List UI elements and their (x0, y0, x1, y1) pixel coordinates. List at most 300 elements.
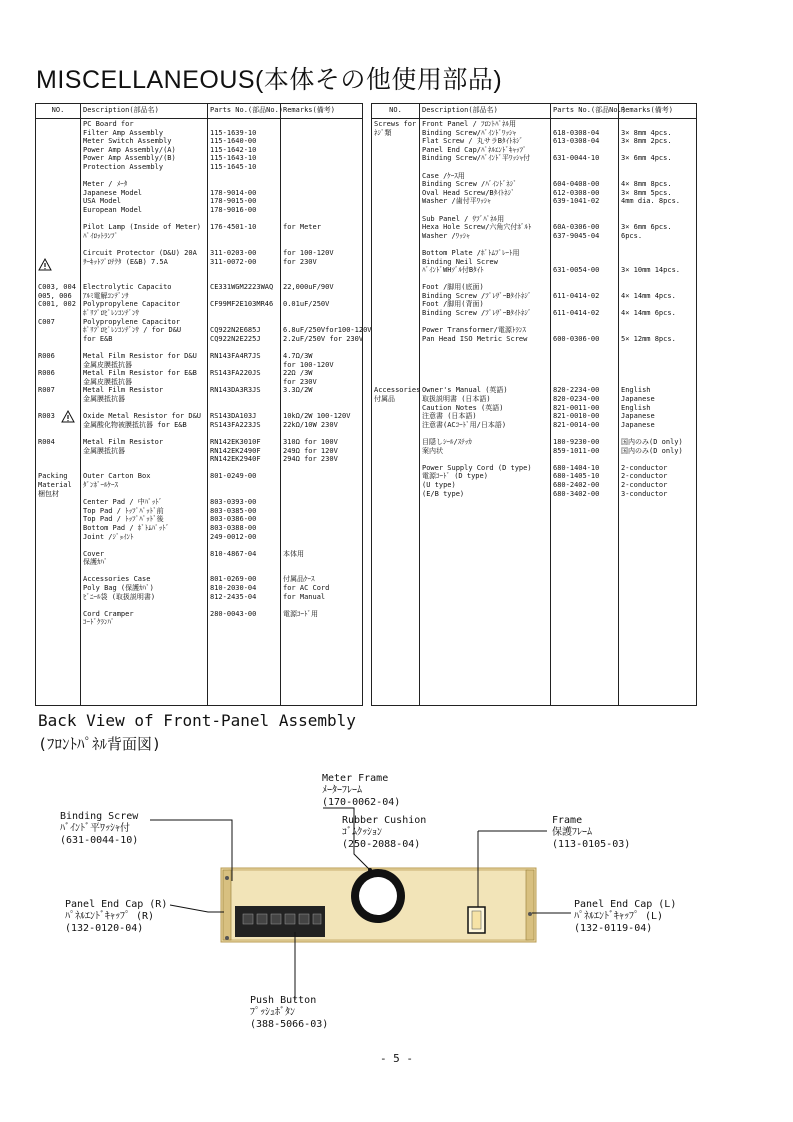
table-cell-line: 803-0388-00 (210, 523, 257, 532)
table-cell-line (283, 395, 360, 404)
table-cell-line: Electrolytic Capacito (83, 283, 172, 292)
table-cell-line (283, 172, 360, 181)
table-cell-line: 115-1639-10 (210, 128, 257, 137)
table-cell-line (83, 404, 205, 413)
table-cell-line: ﾎﾟﾘﾌﾟﾛﾋﾟﾚﾝｺﾝﾃﾞﾝｻ (83, 309, 139, 318)
table-cell-line: Packing (38, 472, 68, 481)
table-cell-line (210, 490, 278, 499)
table-cell-line (374, 318, 417, 327)
table-cell-line: Top Pad / ﾄｯﾌﾟﾊﾟｯﾄﾞ前 (83, 506, 164, 515)
table-cell-line (553, 429, 616, 438)
table-cell-line: 637-9045-04 (553, 231, 600, 240)
table-cell-line: 保護ｶﾊﾞ (83, 558, 108, 567)
table-cell-line (422, 318, 548, 327)
warning-triangle-icon (38, 258, 52, 271)
description-column (420, 119, 551, 706)
table-cell-line: 2.2uF/250V for 230V (283, 334, 364, 343)
table-cell-line: 4mm dia. 8pcs. (621, 197, 681, 206)
table-cell-line (374, 249, 417, 258)
table-cell-line: 821-0011-00 (553, 403, 600, 412)
callout-binding-screw: Binding Screw ﾊﾞｲﾝﾄﾞ平ﾜｯｼｬ付 (631-0044-10) (60, 811, 139, 846)
remarks-column (619, 119, 697, 706)
table-cell-line: R006 (38, 352, 55, 361)
table-cell-line: 600-0306-00 (553, 334, 600, 343)
table-cell-line (374, 335, 417, 344)
table-cell-line: Center Pad / 中ﾊﾟｯﾄﾞ (83, 498, 163, 507)
table-cell-line (283, 481, 360, 490)
table-cell-line: 820-0234-00 (553, 395, 600, 403)
table-cell-line: ﾊﾞｲﾝﾄﾞWHｿﾞﾙ付Bﾀｲﾄ (422, 266, 484, 275)
table-cell-line (38, 172, 78, 181)
table-cell-line (210, 275, 278, 284)
table-cell-line (38, 378, 78, 387)
table-cell-line: R006 (38, 369, 55, 378)
table-cell-line: 803-0393-00 (210, 498, 257, 507)
table-cell-line (38, 215, 78, 224)
table-cell-line: 178-9016-00 (210, 205, 257, 214)
page-number: - 5 - (379, 1052, 414, 1065)
table-cell-line (374, 369, 417, 378)
table-cell-line: RN142EK3010F (210, 437, 261, 446)
table-cell-line: Japanese (621, 412, 655, 421)
table-cell-line (210, 343, 278, 352)
table-cell-line: 4.7Ω/3W (283, 352, 313, 361)
table-cell-line (83, 464, 205, 473)
table-cell-line: Power Supply Cord (D type) (422, 463, 532, 472)
table-cell-line (553, 318, 616, 327)
table-cell-line: Meter / ﾒｰﾀ (83, 180, 128, 189)
table-cell-line: Sub Panel / ｻﾌﾞﾊﾟﾈﾙ用 (422, 214, 505, 223)
table-cell-line (621, 146, 694, 155)
table-cell-line (283, 343, 360, 352)
table-cell-line: Accessories (374, 386, 421, 395)
table-cell-line: for Manual (283, 592, 326, 601)
table-cell-line (422, 343, 548, 352)
table-cell-line (283, 490, 360, 499)
table-cell-line (422, 163, 548, 172)
table-cell-line: ﾈｼﾞ類 (374, 128, 392, 137)
table-cell-line (553, 206, 616, 215)
table-cell-line: Japanese Model (83, 188, 143, 197)
column-header-parts-no: Parts No.(部品No.) (208, 104, 281, 119)
table-cell-line: 115-1642-10 (210, 145, 257, 154)
table-cell-line (283, 601, 360, 610)
column-header-remarks: Remarks(備考) (619, 104, 697, 119)
table-cell-line (83, 343, 205, 352)
table-cell-line: Foot /脚用(底面) (422, 283, 484, 292)
table-cell-line: 金属膜抵抗器 (83, 446, 125, 455)
table-cell-line: 5× 12mm 8pcs. (621, 334, 676, 343)
table-cell-line (553, 172, 616, 181)
warning-triangle-icon (61, 410, 75, 423)
table-cell-line (210, 481, 278, 490)
table-cell-line: 4× 8mm 8pcs. (621, 180, 672, 189)
table-cell-line (283, 515, 360, 524)
callout-meter-frame: Meter Frame ﾒｰﾀｰﾌﾚｰﾑ (170-0062-04) (322, 773, 401, 808)
table-cell-line (374, 258, 417, 267)
table-cell-line: for AC Cord (283, 584, 330, 593)
table-cell-line: RN143FA4R7JS (210, 352, 261, 361)
right-remarks-list (621, 120, 694, 498)
callout-panel-end-cap-l: Panel End Cap (L) ﾊﾟﾈﾙｴﾝﾄﾞｷｬｯﾌﾟ (L) (132-0119-04) (574, 899, 677, 934)
table-cell-line: Binding Screw /ﾌﾟﾚｻﾞｰBﾀｲﾄﾈｼﾞ (422, 309, 532, 318)
table-cell-line (422, 455, 548, 464)
table-cell-line: 金属膜抵抗器 (83, 395, 125, 403)
table-cell-line: 294Ω for 230V (283, 455, 338, 464)
table-cell-line (374, 180, 417, 189)
table-cell-line: Binding Screw/ﾊﾞｲﾝﾄﾞﾜｯｼｬ (422, 128, 517, 137)
table-cell-line (38, 429, 78, 438)
table-cell-line (283, 275, 360, 284)
remarks-column (281, 119, 372, 706)
column-header-parts-no: Parts No.(部品No.) (551, 104, 619, 119)
table-cell-line: PC Board for (83, 120, 134, 128)
table-cell-line: 付属品 (374, 395, 395, 403)
table-cell-line: Material (38, 480, 72, 489)
table-cell-line (38, 137, 78, 146)
binding-screw-bottom (225, 936, 229, 940)
parts-table-right (371, 103, 697, 706)
table-cell-line (283, 533, 360, 542)
table-cell-line (374, 361, 417, 370)
table-cell-line: Hexa Hole Screw/六角穴付ﾎﾞﾙﾄ (422, 223, 532, 232)
table-cell-line: Bottom Plate /ﾎﾞﾄﾑﾌﾟﾚｰﾄ用 (422, 248, 520, 257)
table-cell-line: 取扱説明書 (日本語) (422, 395, 491, 403)
table-cell-line: 812-2435-04 (210, 592, 257, 601)
table-cell-line (83, 490, 205, 499)
table-cell-line (553, 249, 616, 258)
table-cell-line (283, 240, 360, 249)
table-cell-line: 10kΩ/2W 100-120V (283, 412, 351, 421)
callout-panel-end-cap-r: Panel End Cap (R) ﾊﾟﾈﾙｴﾝﾄﾞｷｬｯﾌﾟ (R) (132-0120-04) (65, 899, 168, 934)
table-cell-line (210, 318, 278, 327)
table-cell-line (283, 189, 360, 198)
table-cell-line (621, 172, 694, 181)
table-cell-line (283, 524, 360, 533)
table-cell-line: 178-9014-00 (210, 188, 257, 197)
table-cell-line (422, 369, 548, 378)
table-cell-line: 115-1640-00 (210, 137, 257, 146)
table-cell-line (283, 129, 360, 138)
table-cell-line (38, 232, 78, 241)
table-cell-line: 821-0010-00 (553, 412, 600, 421)
back-view-title: Back View of Front-Panel Assembly (38, 711, 356, 730)
table-cell-line (210, 120, 278, 129)
table-cell-line: for E&B (83, 334, 113, 343)
table-cell-line (83, 429, 205, 438)
table-cell-line (422, 206, 548, 215)
table-cell-line (553, 275, 616, 284)
table-cell-line (210, 541, 278, 550)
callout-rubber-cushion: Rubber Cushion ｺﾞﾑｸｯｼｮﾝ (250-2088-04) (342, 815, 427, 850)
table-cell-line: Metal Film Resistor (83, 386, 164, 395)
table-cell-line: 60A-0306-00 (553, 223, 600, 232)
table-cell-line: RS143FA223JS (210, 420, 261, 429)
table-cell-line: 115-1643-10 (210, 154, 257, 163)
table-cell-line (38, 180, 78, 189)
table-cell-line: 金属皮膜抵抗器 (83, 377, 132, 386)
table-cell-line (374, 232, 417, 241)
table-cell-line: 金属酸化物被膜抵抗器 for E&B (83, 420, 187, 429)
table-cell-line (621, 429, 694, 438)
table-cell-line (38, 464, 78, 473)
table-cell-line (83, 455, 205, 464)
table-cell-line: C007 (38, 317, 55, 326)
table-cell-line: 280-0043-00 (210, 609, 257, 618)
table-cell-line (621, 326, 694, 335)
table-cell-line (621, 249, 694, 258)
table-cell-line (38, 447, 78, 456)
table-cell-line (210, 172, 278, 181)
table-cell-line: 2-conductor (621, 463, 668, 472)
table-cell-line (38, 249, 78, 258)
table-cell-line: Pan Head ISO Metric Screw (422, 334, 528, 343)
table-cell-line: Top Pad / ﾄｯﾌﾟﾊﾟｯﾄﾞ後 (83, 515, 164, 524)
table-cell-line: Japanese (621, 395, 655, 403)
table-cell-line: 311-0072-00 (210, 257, 257, 266)
panel-end-cap-l (526, 870, 534, 940)
table-cell-line (210, 180, 278, 189)
table-cell-line (374, 283, 417, 292)
table-cell-line (210, 266, 278, 275)
table-cell-line: CQ922N2E225J (210, 334, 261, 343)
table-cell-line (374, 300, 417, 309)
column-header-no: NO. (36, 104, 81, 119)
callout-frame: Frame 保護ﾌﾚｰﾑ (113-0105-03) (552, 815, 631, 850)
table-cell-line (374, 240, 417, 249)
table-cell-line (38, 361, 78, 370)
table-cell-line: USA Model (83, 197, 121, 206)
column-header-remarks: Remarks(備考) (281, 104, 363, 119)
right-desc-list (422, 120, 548, 498)
table-cell-line (553, 258, 616, 267)
table-cell-line: 3× 8mm 2pcs. (621, 137, 672, 146)
table-cell-line: (U type) (422, 480, 456, 489)
table-cell-line: 3.3Ω/2W (283, 386, 313, 395)
page-title: MISCELLANEOUS(本体その他使用部品) (36, 66, 503, 94)
table-cell-line (210, 215, 278, 224)
table-cell-line (283, 206, 360, 215)
table-cell-line: 梱包材 (38, 489, 59, 498)
panel-end-cap-r (223, 870, 231, 940)
parts-no-column (208, 119, 281, 706)
table-cell-line: 国内のみ(D only) (621, 446, 683, 455)
description-column (81, 119, 208, 706)
table-cell-line (553, 120, 616, 129)
table-cell-line (283, 464, 360, 473)
table-cell-line (553, 283, 616, 292)
table-cell-line: R007 (38, 386, 55, 395)
table-cell-line: Power Amp Assembly/(B) (83, 154, 176, 163)
table-cell-line: RN142EK2940F (210, 455, 261, 464)
table-cell-line (553, 240, 616, 249)
table-cell-line: CF99MF2E103MR46 (210, 300, 274, 309)
table-cell-line: Circuit Protector (D&U) 20A (83, 248, 197, 257)
table-cell-line (210, 292, 278, 301)
table-cell-line (621, 352, 694, 361)
table-cell-line (38, 335, 78, 344)
table-cell-line: European Model (83, 205, 143, 214)
table-cell-line: Binding Screw /ﾊﾞｲﾝﾄﾞﾈｼﾞ (422, 180, 517, 189)
table-cell-line: Cover (83, 549, 105, 558)
back-view-subtitle: (ﾌﾛﾝﾄﾊﾟﾈﾙ背面図) (38, 735, 162, 753)
table-cell-line: (E/B type) (422, 489, 465, 498)
table-cell-line: 3× 8mm 4pcs. (621, 128, 672, 137)
table-cell-line: CQ922N2E685J (210, 326, 261, 335)
table-cell-line: 801-0249-00 (210, 472, 257, 481)
table-cell-line: Pilot Lamp (Inside of Meter) (83, 223, 202, 232)
column-header-description: Description(部品名) (420, 104, 551, 119)
table-cell-line: Cord Cramper (83, 609, 134, 618)
table-cell-line (374, 215, 417, 224)
table-cell-line: 6.8uF/250Vfor100-120V (283, 326, 372, 335)
no-column (372, 119, 420, 706)
table-cell-line (621, 163, 694, 172)
table-cell-line (422, 352, 548, 361)
table-cell-line: 613-0308-04 (553, 137, 600, 146)
parts-table-left (35, 103, 372, 706)
table-cell-line (374, 154, 417, 163)
table-cell-line (374, 292, 417, 301)
left-parts-list (210, 120, 278, 618)
table-cell-line: 2-conductor (621, 480, 668, 489)
table-cell-line: Filter Amp Assembly (83, 128, 164, 137)
table-cell-line (283, 197, 360, 206)
table-cell-line: 0.01uF/250V (283, 300, 330, 309)
meter-hole (359, 877, 397, 915)
table-cell-line (38, 163, 78, 172)
table-cell-line: for Meter (283, 223, 321, 232)
table-cell-line: Accessories Case (83, 575, 151, 584)
table-cell-line (621, 455, 694, 464)
table-cell-line: 4× 14mm 4pcs. (621, 291, 676, 300)
table-cell-line: for 230V (283, 257, 317, 266)
table-cell-line: 付属品ｹｰｽ (283, 575, 315, 584)
table-cell-line (83, 275, 205, 284)
table-cell-line (210, 558, 278, 567)
table-cell-line (374, 163, 417, 172)
table-cell-line: 249Ω for 120V (283, 446, 338, 455)
table-cell-line: Binding Neil Screw (422, 257, 498, 266)
table-cell-line (374, 326, 417, 335)
table-cell-line (38, 326, 78, 335)
table-cell-line: Metal Film Resistor for D&U (83, 352, 197, 361)
table-cell-line: 国内のみ(D only) (621, 437, 683, 446)
table-cell-line (83, 601, 205, 610)
table-cell-line (621, 206, 694, 215)
table-cell-line (38, 309, 78, 318)
table-cell-line: RN143DA3R3JS (210, 386, 261, 395)
table-cell-line: Meter Switch Assembly (83, 137, 172, 146)
table-cell-line (374, 137, 417, 146)
table-cell-line: ｻｰｷｯﾄﾌﾟﾛﾃｸﾀ (E&B) 7.5A (83, 257, 168, 266)
table-cell-line (283, 146, 360, 155)
table-cell-line (83, 541, 205, 550)
table-cell-line (374, 275, 417, 284)
table-cell-line: Power Amp Assembly/(A) (83, 145, 176, 154)
table-cell-line: 680-3402-00 (553, 489, 600, 498)
table-cell-line: CE331WGM2223WAQ (210, 283, 274, 292)
table-cell-line (38, 206, 78, 215)
table-cell-line: Polypropylene Capacitor (83, 317, 180, 326)
table-cell-line: for 230V (283, 377, 317, 386)
table-cell-line (621, 215, 694, 224)
table-cell-line (83, 215, 205, 224)
table-cell-line: ﾀﾞﾝﾎﾞｰﾙｹｰｽ (83, 480, 118, 489)
table-cell-line: Foot /脚用(背面) (422, 300, 484, 309)
table-cell-line (374, 172, 417, 181)
table-cell-line (422, 429, 548, 438)
table-cell-line: 803-0385-00 (210, 506, 257, 515)
table-cell-line: 電源ｺｰﾄﾞ (D type) (422, 472, 488, 481)
table-cell-line (210, 240, 278, 249)
table-cell-line: Oval Head Screw/Bﾀｲﾄﾈｼﾞ (422, 188, 515, 197)
table-cell-line (374, 343, 417, 352)
table-cell-line (283, 318, 360, 327)
table-cell-line: 680-1405-10 (553, 472, 600, 481)
table-cell-line (621, 258, 694, 267)
table-cell-line (283, 163, 360, 172)
table-cell-line: Panel End Cap/ﾊﾟﾈﾙｴﾝﾄﾞｷｬｯﾌﾟ (422, 145, 527, 154)
right-no-list (374, 120, 421, 404)
table-cell-line: Oxide Metal Resistor for D&U (83, 412, 202, 421)
table-cell-line (210, 232, 278, 241)
table-cell-line: 611-0414-02 (553, 291, 600, 300)
table-cell-line (38, 223, 78, 232)
table-cell-line: 005, 006 (38, 291, 72, 300)
table-cell-line (374, 378, 417, 387)
table-cell-line: 680-1404-10 (553, 463, 600, 472)
table-cell-line: Joint /ｼﾞｮｲﾝﾄ (83, 532, 134, 541)
table-cell-line (38, 240, 78, 249)
table-cell-line (621, 283, 694, 292)
table-cell-line (83, 266, 205, 275)
table-cell-line (83, 172, 205, 181)
table-cell-line: 801-0269-00 (210, 575, 257, 584)
table-cell-line: Front Panel / ﾌﾛﾝﾄﾊﾟﾈﾙ用 (422, 120, 517, 128)
table-cell-line: 612-0308-00 (553, 188, 600, 197)
table-cell-line: C001, 002 (38, 300, 76, 309)
table-cell-line: 目隠しｼｰﾙ/ｽﾃｯｶ (422, 437, 472, 446)
table-cell-line: 3× 6mm 4pcs. (621, 154, 672, 163)
table-cell-line: 680-2402-00 (553, 480, 600, 489)
table-cell-line: for 100-120V (283, 360, 334, 369)
table-cell-line (374, 197, 417, 206)
table-cell-line (210, 567, 278, 576)
table-cell-line: ﾎﾟﾘﾌﾟﾛﾋﾟﾚﾝｺﾝﾃﾞﾝｻ / for D&U (83, 326, 182, 335)
table-cell-line (621, 300, 694, 309)
table-cell-line: Binding Screw /ﾌﾟﾚｻﾞｰBﾀｲﾄﾈｼﾞ (422, 291, 532, 300)
table-cell-line: Protection Assembly (83, 162, 164, 171)
table-cell-line (283, 120, 360, 129)
table-cell-line (374, 266, 417, 275)
left-desc-list (83, 120, 205, 627)
table-cell-line: ﾊﾟｲﾛｯﾄﾗﾝﾌﾟ (83, 231, 118, 240)
table-cell-line: 電源ｺｰﾄﾞ用 (283, 609, 318, 618)
table-cell-line (283, 507, 360, 516)
table-cell-line (38, 275, 78, 284)
table-cell-line: 3× 6mm 6pcs. (621, 223, 672, 232)
table-cell-line (621, 275, 694, 284)
table-cell-line: 4× 14mm 6pcs. (621, 309, 676, 318)
column-header-no: NO. (372, 104, 420, 119)
binding-screw-top (225, 876, 229, 880)
table-cell-line (374, 223, 417, 232)
table-cell-line: Washer /ﾜｯｼｬ (422, 231, 470, 240)
table-cell-line (38, 189, 78, 198)
table-cell-line (283, 232, 360, 241)
binding-screw-right (528, 912, 532, 916)
